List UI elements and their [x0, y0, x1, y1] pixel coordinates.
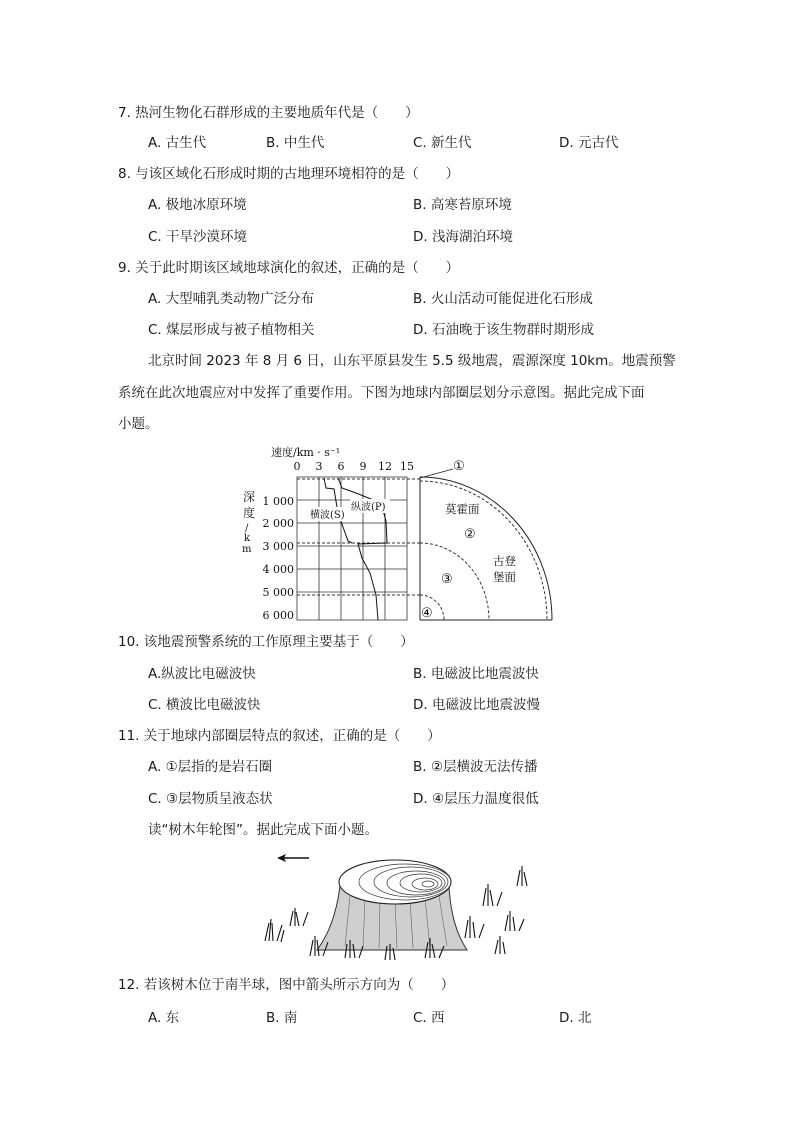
- speed-tick-0: 0: [293, 460, 301, 473]
- q9-option-d: D. 石油晚于该生物群时期形成: [413, 322, 594, 338]
- speed-tick-3: 3: [315, 460, 323, 473]
- q8-option-b: B. 高寒苔原环境: [413, 197, 512, 213]
- q8-option-a: A. 极地冰原环境: [148, 197, 247, 213]
- depth-tick-5000: 5 000: [262, 586, 294, 599]
- q11-option-b: B. ②层横波无法传播: [413, 759, 538, 775]
- speed-tick-6: 6: [337, 460, 345, 473]
- q11-option-a: A. ①层指的是岩石圈: [148, 759, 273, 775]
- layer-1-label: ①: [453, 459, 465, 474]
- depth-tick-3000: 3 000: [262, 540, 294, 553]
- question-11-stem: 11. 关于地球内部圈层特点的叙述，正确的是（ ）: [118, 728, 441, 744]
- q9-option-b: B. 火山活动可能促进化石形成: [413, 291, 593, 307]
- tree-ring-stump-figure: [255, 846, 545, 964]
- svg-text:度: 度: [243, 506, 256, 520]
- q12-option-d: D. 北: [559, 1010, 592, 1026]
- q7-option-c: C. 新生代: [413, 135, 472, 151]
- earth-interior-figure: [238, 443, 558, 628]
- q11-option-c: C. ③层物质呈液态状: [148, 791, 273, 807]
- layer-2-label: ②: [464, 527, 476, 542]
- question-12-stem: 12. 若该树木位于南半球，图中箭头所示方向为（ ）: [118, 977, 455, 993]
- svg-text:k: k: [244, 533, 251, 544]
- speed-tick-12: 12: [378, 460, 392, 473]
- question-10-stem: 10. 该地震预警系统的工作原理主要基于（ ）: [118, 634, 414, 650]
- q8-option-d: D. 浅海湖泊环境: [413, 229, 513, 245]
- svg-text:/: /: [245, 523, 249, 534]
- layer-3-label: ③: [441, 572, 453, 587]
- q9-option-c: C. 煤层形成与被子植物相关: [148, 322, 315, 338]
- passage-earthquake-line3: 小题。: [118, 416, 159, 432]
- q7-option-b: B. 中生代: [266, 135, 325, 151]
- depth-axis-label: [242, 490, 255, 555]
- q7-option-d: D. 元古代: [559, 135, 619, 151]
- depth-tick-6000: 6 000: [262, 609, 294, 622]
- q9-option-a: A. 大型哺乳类动物广泛分布: [148, 291, 315, 307]
- s-wave-label: 横波(S): [310, 510, 345, 521]
- speed-axis-label: 速度/km · s⁻¹: [271, 446, 341, 459]
- svg-text:深: 深: [243, 490, 256, 504]
- depth-tick-1000: 1 000: [262, 495, 294, 508]
- question-8-stem: 8. 与该区域化石形成时期的古地理环境相符的是（ ）: [118, 166, 460, 182]
- question-7-stem: 7. 热河生物化石群形成的主要地质年代是（ ）: [118, 105, 419, 121]
- passage-earthquake-line1: 北京时间 2023 年 8 月 6 日，山东平原县发生 5.5 级地震，震源深度 10km。地震预警: [148, 353, 676, 369]
- depth-tick-4000: 4 000: [262, 563, 294, 576]
- passage-tree-rings: 读“树木年轮图”。据此完成下面小题。: [148, 822, 378, 838]
- q12-option-c: C. 西: [413, 1010, 445, 1026]
- speed-tick-15: 15: [400, 460, 414, 473]
- q12-option-a: A. 东: [148, 1010, 180, 1026]
- depth-tick-2000: 2 000: [262, 517, 294, 530]
- q10-option-c: C. 横波比电磁波快: [148, 697, 261, 713]
- gutenberg-label-line1: 古登: [493, 554, 516, 568]
- speed-depth-grid: [297, 477, 407, 620]
- question-9-stem: 9. 关于此时期该区域地球演化的叙述，正确的是（ ）: [118, 260, 460, 276]
- layer-4-label: ④: [421, 606, 433, 621]
- passage-earthquake-line2: 系统在此次地震应对中发挥了重要作用。下图为地球内部圈层划分示意图。据此完成下面: [118, 385, 645, 401]
- p-wave-label: 纵波(P): [351, 502, 386, 513]
- q12-option-b: B. 南: [266, 1010, 298, 1026]
- q10-option-d: D. 电磁波比地震波慢: [413, 697, 540, 713]
- q10-option-b: B. 电磁波比地震波快: [413, 666, 539, 682]
- svg-text:m: m: [242, 544, 252, 555]
- direction-arrow-icon: [277, 854, 309, 862]
- q10-option-a: A.纵波比电磁波快: [148, 666, 256, 682]
- q7-option-a: A. 古生代: [148, 135, 207, 151]
- q11-option-d: D. ④层压力温度很低: [413, 791, 539, 807]
- speed-tick-9: 9: [359, 460, 367, 473]
- q8-option-c: C. 干旱沙漠环境: [148, 229, 248, 245]
- moho-label: 莫霍面: [445, 502, 480, 516]
- gutenberg-label-line2: 堡面: [493, 570, 516, 584]
